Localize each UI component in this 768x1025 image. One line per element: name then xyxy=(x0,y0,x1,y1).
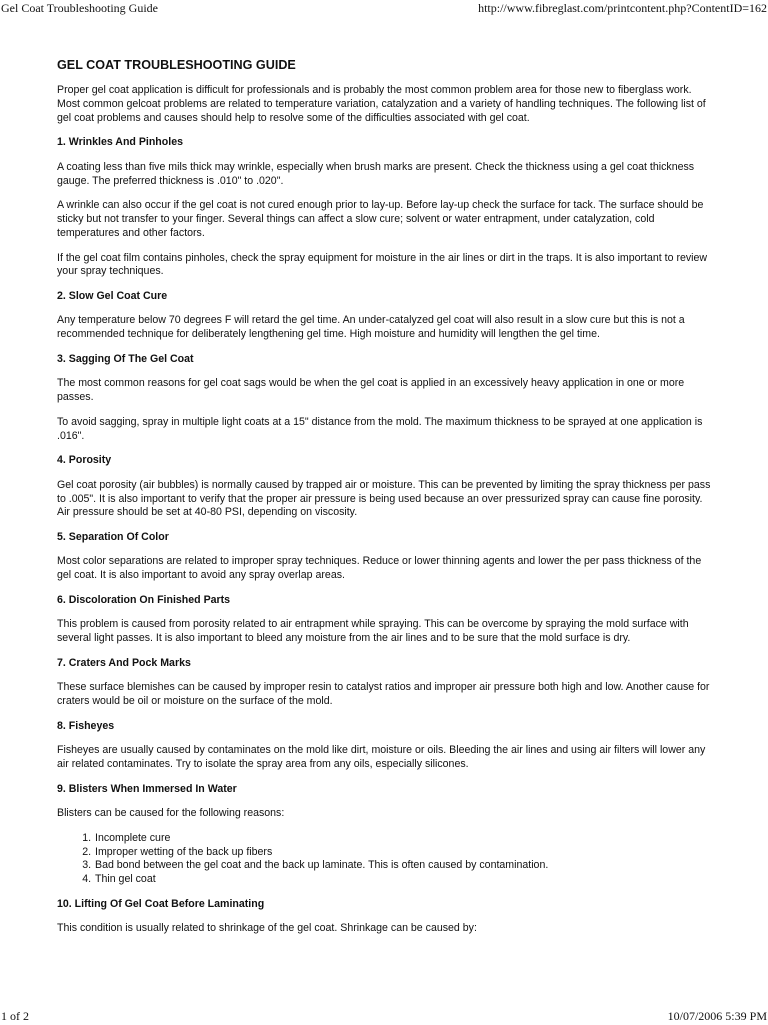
page-number: 1 of 2 xyxy=(1,1009,29,1023)
section-paragraph: These surface blemishes can be caused by improper resin to catalyst ratios and improper air pressure both high and low. Another cause for craters would be oil or moisture on the surface of the mold. xyxy=(57,681,710,708)
section-heading: 3. Sagging Of The Gel Coat xyxy=(57,352,194,365)
page-url: http://www.fibreglast.com/printcontent.php?ContentID=162 xyxy=(478,1,767,15)
list-item: 2. Improper wetting of the back up fibers xyxy=(94,846,712,860)
list-item: 3. Bad bond between the gel coat and the back up laminate. This is often caused by contamination. xyxy=(94,859,712,873)
section-heading: 2. Slow Gel Coat Cure xyxy=(57,289,168,302)
section-paragraph: Most color separations are related to improper spray techniques. Reduce or lower thinning agents and lower the per pass thickness of the gel coat. It is also important to avoid any spray overlap areas. xyxy=(57,555,702,582)
section-paragraph: Blisters can be caused for the following reasons: xyxy=(57,807,285,820)
section-heading: 5. Separation Of Color xyxy=(57,530,169,543)
section-paragraph: The most common reasons for gel coat sags would be when the gel coat is applied in an excessively heavy application in one or more passes. xyxy=(57,377,685,404)
section-heading: 8. Fisheyes xyxy=(57,719,115,732)
section-heading: 4. Porosity xyxy=(57,454,112,467)
intro-paragraph: Proper gel coat application is difficult for professionals and is probably the most common problem area for those new to fiberglass work. Most common gelcoat problems are related to temperature variation, catalyzation and a variety of handling techniques. The following list of gel coat problems and causes should help to resolve some of the difficulties associated with gel coat. xyxy=(57,84,706,124)
section-paragraph: This condition is usually related to shrinkage of the gel coat. Shrinkage can be caused by: xyxy=(57,922,477,935)
document-title: GEL COAT TROUBLESHOOTING GUIDE xyxy=(57,58,296,72)
section-paragraph: Fisheyes are usually caused by contaminates on the mold like dirt, moisture or oils. Bleeding the air lines and using air filters will lower any air related contaminates. Try to isolate the spray area from any oils, especially silicones. xyxy=(57,744,706,771)
print-datetime: 10/07/2006 5:39 PM xyxy=(667,1009,767,1023)
section-heading: 7. Craters And Pock Marks xyxy=(57,656,191,669)
section-paragraph: If the gel coat film contains pinholes, check the spray equipment for moisture in the air lines or dirt in the traps. It is also important to review your spray techniques. xyxy=(57,251,708,278)
section-paragraph: A coating less than five mils thick may wrinkle, especially when brush marks are present. Check the thickness using a gel coat thickness gauge. The preferred thickness is .010" to .020". xyxy=(57,160,695,187)
page-title: Gel Coat Troubleshooting Guide xyxy=(1,1,159,15)
section-paragraph: This problem is caused from porosity related to air entrapment while spraying. This can be overcome by spraying the mold surface with several light passes. It is also important to bleed any moisture from the air lines and to be sure that the mold surface is dry. xyxy=(57,618,689,645)
document-body xyxy=(57,58,712,947)
section-paragraph: To avoid sagging, spray in multiple light coats at a 15" distance from the mold. The maximum thickness to be sprayed at one application is .016". xyxy=(57,415,703,442)
section-paragraph: A wrinkle can also occur if the gel coat is not cured enough prior to lay-up. Before lay-up check the surface for tack. The surface should be sticky but not transfer to your finger. Several things can affect a slow cure; solvent or water entrapment, under catalyzation, cold temperatures and other factors. xyxy=(57,199,704,240)
section-heading: 9. Blisters When Immersed In Water xyxy=(57,782,237,795)
section-heading: 6. Discoloration On Finished Parts xyxy=(57,593,231,606)
section-paragraph: Gel coat porosity (air bubbles) is normally caused by trapped air or moisture. This can be prevented by limiting the spray thickness per pass to .005". It is also important to verify that the proper air pressure is being used because an over pressurized spray can cause fine porosity. Air pressure should be set at 40-80 PSI, depending on viscosity. xyxy=(57,478,711,519)
section-heading: 1. Wrinkles And Pinholes xyxy=(57,136,183,149)
print-footer xyxy=(0,1009,768,1025)
reasons-list xyxy=(57,832,712,888)
list-item: 1. Incomplete cure xyxy=(94,832,712,846)
section-heading: 10. Lifting Of Gel Coat Before Laminating xyxy=(57,897,265,910)
print-header xyxy=(0,1,768,17)
list-item: 4. Thin gel coat xyxy=(94,873,712,887)
section-paragraph: Any temperature below 70 degrees F will retard the gel time. An under-catalyzed gel coat will also result in a slow cure but this is not a recommended technique for deliberately lengthening gel time. High moisture and humidity will lengthen the gel time. xyxy=(57,314,685,341)
